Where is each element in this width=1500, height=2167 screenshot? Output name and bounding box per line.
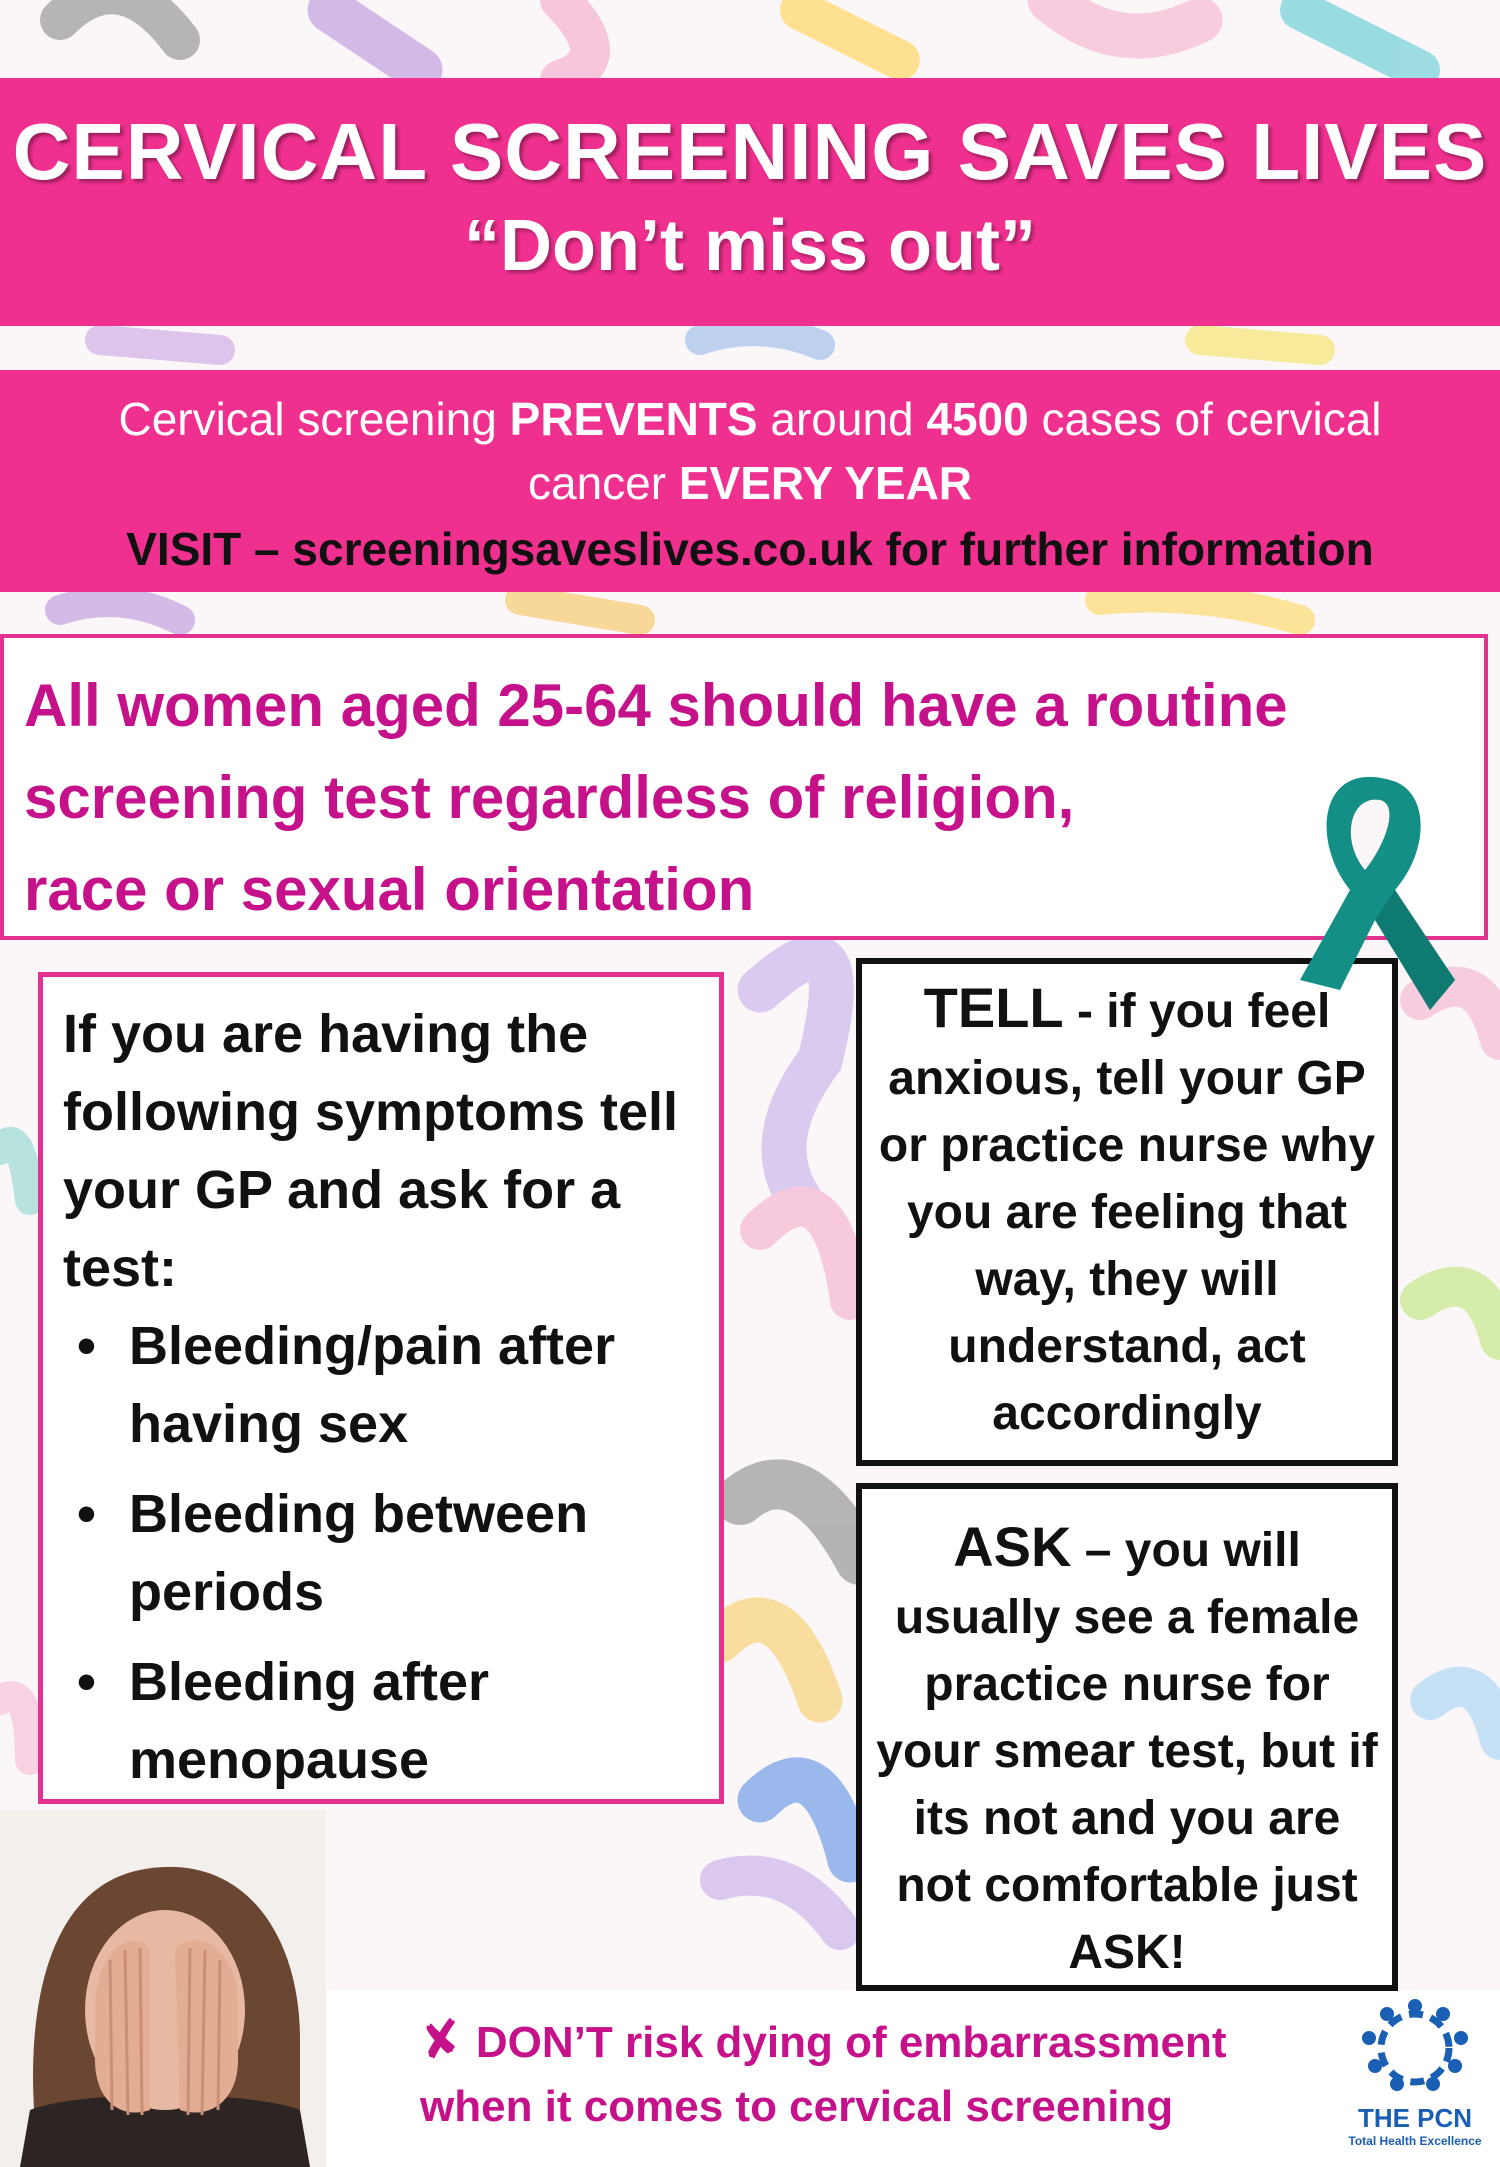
logo-tagline: Total Health Excellence — [1348, 2134, 1482, 2148]
info-line-2 — [0, 452, 1500, 514]
info-text: around — [757, 393, 927, 445]
visit-website-line: VISIT – screeningsaveslives.co.uk for further information — [126, 523, 1374, 575]
tell-box — [856, 958, 1398, 1466]
ask-lead: ASK — [953, 1515, 1072, 1578]
info-band — [0, 370, 1500, 592]
eligibility-box — [0, 634, 1488, 940]
info-text: cases of cervical — [1028, 393, 1382, 445]
symptom-item: • Bleeding after menopause — [63, 1643, 719, 1799]
page-title: CERVICAL SCREENING SAVES LIVES — [12, 107, 1488, 196]
ask-text: – you will usually see a female practice nurse for your smear test, but if its not and you are not comfortable just ASK! — [876, 1524, 1378, 1979]
warning-line-2: when it comes to cervical screening — [420, 2082, 1174, 2131]
cross-icon: ✘ — [415, 2008, 467, 2072]
info-emphasis-every-year: EVERY YEAR — [678, 457, 973, 509]
woman-covering-face-illustration — [0, 1810, 326, 2167]
page-subtitle: “Don’t miss out” — [464, 206, 1036, 286]
header-banner — [0, 78, 1500, 326]
warning-message — [415, 2008, 1320, 2139]
tell-lead: TELL — [923, 976, 1064, 1039]
info-emphasis-count: 4500 — [926, 393, 1029, 445]
info-text: cancer — [527, 457, 679, 509]
eligibility-line-3: race or sexual orientation — [24, 856, 755, 923]
people-circle-icon — [1355, 1996, 1475, 2096]
symptom-item: • Bleeding between periods — [63, 1475, 719, 1631]
pcn-logo — [1340, 1996, 1490, 2161]
eligibility-line-1: All women aged 25-64 should have a routine — [24, 672, 1288, 739]
logo-name: THE PCN — [1357, 2103, 1473, 2133]
teal-ribbon-icon — [1280, 760, 1460, 1020]
info-text: Cervical screening — [118, 393, 510, 445]
symptoms-box — [38, 972, 724, 1804]
warning-text-1: DON’T risk dying of embarrassment — [475, 2018, 1227, 2067]
warning-line-1 — [415, 2008, 1320, 2075]
eligibility-line-2: screening test regardless of religion, — [24, 764, 1075, 831]
tell-text: - if you feel anxious, tell your GP or practice nurse why you are feeling that way, they will understand, act accordingly — [878, 985, 1376, 1440]
symptoms-intro: If you are having the following symptoms tell your GP and ask for a test: — [63, 1004, 679, 1298]
symptom-item: • Bleeding/pain after having sex — [63, 1307, 719, 1463]
ask-box — [856, 1483, 1398, 1991]
info-emphasis-prevents: PREVENTS — [509, 393, 758, 445]
info-line-1 — [0, 386, 1500, 452]
symptoms-list — [63, 1307, 719, 1799]
